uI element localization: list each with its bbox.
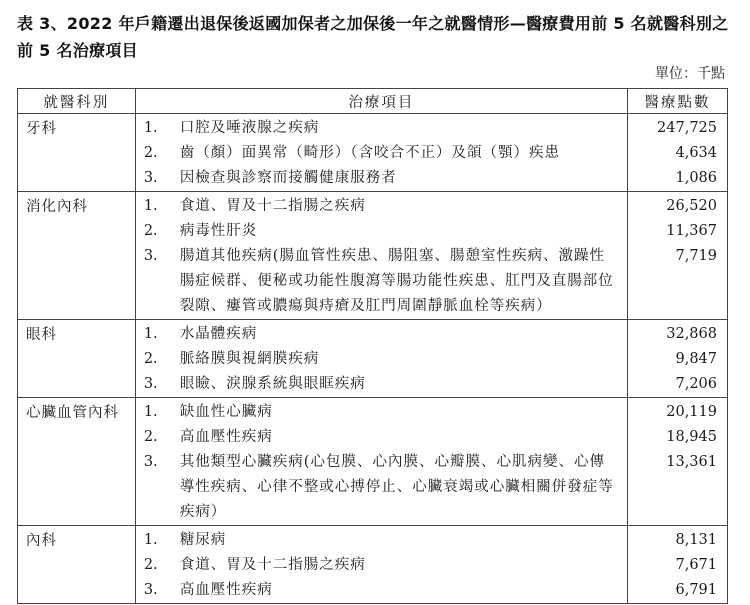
table-row-group	[18, 398, 728, 526]
list-item	[136, 322, 627, 347]
item-number: 3.	[143, 376, 158, 392]
list-item	[136, 553, 627, 578]
item-number: 3.	[143, 170, 158, 186]
table-row-group	[18, 114, 728, 192]
item-name: 食道、胃及十二指腸之疾病	[179, 557, 366, 573]
item-number: 2.	[143, 557, 158, 573]
points-value: 11,367	[666, 223, 717, 239]
points-value: 7,671	[675, 557, 717, 573]
points-list	[628, 114, 728, 192]
points-value: 7,206	[675, 376, 717, 392]
item-name: 高血壓性疾病	[179, 429, 273, 445]
list-item	[136, 194, 627, 219]
table-row-group	[18, 526, 728, 604]
treatment-list	[135, 398, 627, 526]
item-number: 2.	[143, 223, 158, 239]
item-number: 1.	[143, 326, 158, 342]
list-item	[136, 141, 627, 166]
points-value: 20,119	[666, 404, 717, 420]
list-item	[136, 219, 627, 244]
treatment-list	[135, 192, 627, 320]
department-cell: 眼科	[18, 320, 136, 398]
points-value: 9,847	[675, 351, 717, 367]
treatment-list	[135, 320, 627, 398]
points-value: 247,725	[657, 120, 717, 136]
list-item	[136, 578, 627, 603]
points-value: 32,868	[666, 326, 717, 342]
list-item	[136, 116, 627, 141]
points-value: 1,086	[675, 170, 717, 186]
unit-label: 單位：千點	[655, 66, 725, 82]
item-number: 1.	[143, 404, 158, 420]
item-name: 口腔及唾液腺之疾病	[179, 120, 320, 136]
header-points: 醫療點數	[628, 89, 728, 114]
header-department: 就醫科別	[18, 89, 136, 114]
item-name: 眼瞼、淚腺系統與眼眶疾病	[179, 376, 366, 392]
item-name: 齒（顏）面異常（畸形）（含咬合不正）及頜（顎）疾患	[179, 145, 561, 161]
list-item	[136, 425, 627, 450]
item-number: 1.	[143, 120, 158, 136]
item-number: 3.	[143, 248, 158, 264]
points-list	[628, 526, 728, 604]
list-item	[136, 372, 627, 397]
list-item	[136, 528, 627, 553]
department-cell: 心臟血管內科	[18, 398, 136, 526]
item-name: 因檢查與診察而接觸健康服務者	[179, 170, 397, 186]
treatment-list	[135, 114, 627, 192]
item-number: 2.	[143, 145, 158, 161]
list-item	[136, 400, 627, 425]
list-item	[136, 450, 627, 525]
points-value: 26,520	[666, 198, 717, 214]
points-value: 4,634	[675, 145, 717, 161]
points-list	[628, 320, 728, 398]
list-item	[136, 347, 627, 372]
table-row-group	[18, 192, 728, 320]
item-name: 高血壓性疾病	[179, 582, 273, 598]
department-cell: 內科	[18, 526, 136, 604]
header-treatment: 治療項目	[135, 89, 627, 114]
table-title: 表 3、2022 年戶籍遷出退保後返國加保者之加保後一年之就醫情形—醫療費用前 5 名就醫科別之前 5 名治療項目	[17, 14, 729, 60]
item-name: 脈絡膜與視網膜疾病	[179, 351, 320, 367]
item-number: 2.	[143, 429, 158, 445]
item-name: 其他類型心臟疾病(心包膜、心內膜、心瓣膜、心肌病變、心傳導性疾病、心律不整或心搏停止、心臟衰竭或心臟相關併發症等疾病）	[179, 454, 614, 520]
points-value: 18,945	[666, 429, 717, 445]
item-number: 1.	[143, 532, 158, 548]
points-value: 7,719	[675, 248, 717, 264]
item-number: 2.	[143, 351, 158, 367]
item-name: 病毒性肝炎	[179, 223, 258, 239]
points-value: 8,131	[675, 532, 717, 548]
item-name: 糖尿病	[179, 532, 227, 548]
points-value: 13,361	[666, 454, 717, 470]
list-item	[136, 166, 627, 191]
list-item	[136, 244, 627, 319]
item-name: 食道、胃及十二指腸之疾病	[179, 198, 366, 214]
item-name: 缺血性心臟病	[179, 404, 273, 420]
department-cell: 牙科	[18, 114, 136, 192]
treatment-list	[135, 526, 627, 604]
item-name: 水晶體疾病	[179, 326, 258, 342]
item-number: 3.	[143, 582, 158, 598]
points-list	[628, 192, 728, 320]
points-value: 6,791	[675, 582, 717, 598]
item-name: 腸道其他疾病(腸血管性疾患、腸阻塞、腸憩室性疾病、激躁性腸症候群、便秘或功能性腹瀉等腸功能性疾患、肛門及直腸部位裂隙、瘻管或膿瘍與痔瘡及肛門周圍靜脈血栓等疾病）	[179, 248, 614, 314]
table-row-group	[18, 320, 728, 398]
item-number: 3.	[143, 454, 158, 470]
points-list	[628, 398, 728, 526]
medical-points-table	[17, 88, 728, 604]
item-number: 1.	[143, 198, 158, 214]
department-cell: 消化內科	[18, 192, 136, 320]
header-row	[18, 89, 728, 114]
